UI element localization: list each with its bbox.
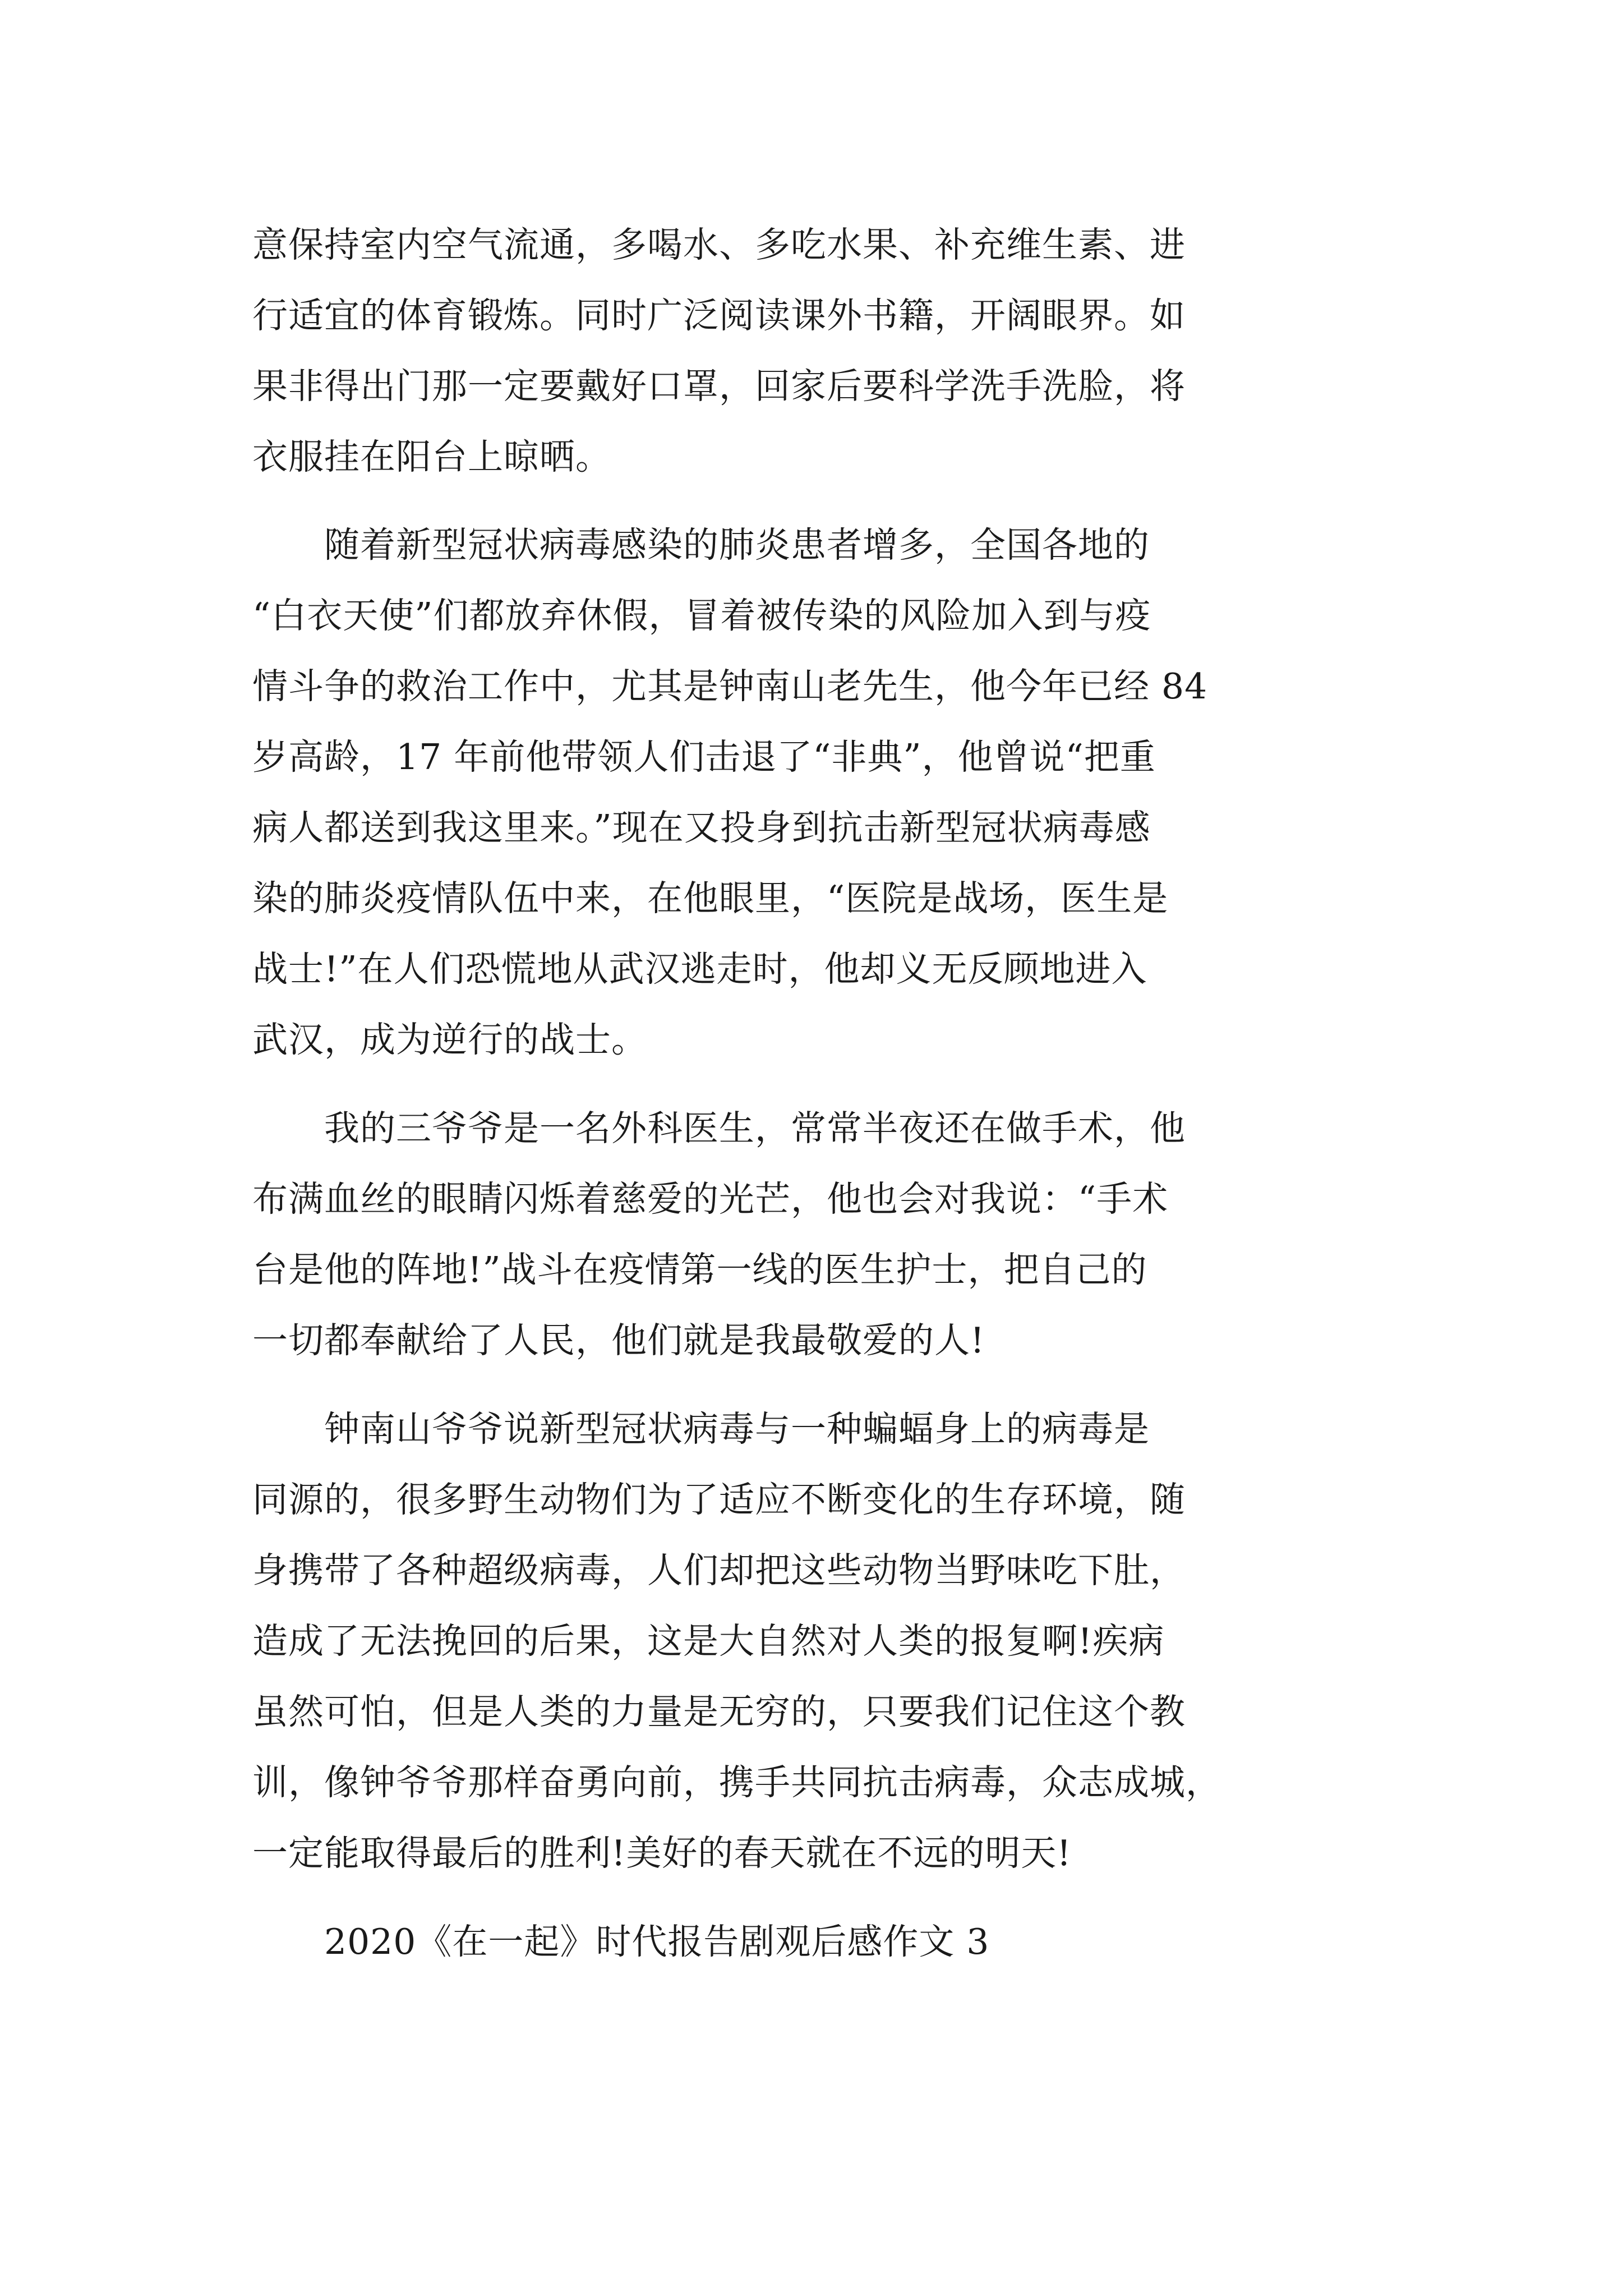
paragraph-start-line: 钟南山爷爷说新型冠状病毒与一种蝙蝠身上的病毒是 bbox=[252, 1409, 1150, 1450]
text-line: 染的肺炎疫情队伍中来，在他眼里，“医院是战场，医生是 bbox=[252, 878, 1169, 919]
text-line: 布满血丝的眼睛闪烁着慈爱的光芒，他也会对我说：“手术 bbox=[252, 1179, 1169, 1220]
text-line: 果非得出门那一定要戴好口罩，回家后要科学洗手洗脸，将 bbox=[252, 366, 1186, 407]
text-line: 意保持室内空气流通，多喝水、多吃水果、补充维生素、进 bbox=[252, 224, 1186, 265]
text-line: 情斗争的救治工作中，尤其是钟南山老先生，他今年已经 84 bbox=[252, 666, 1208, 707]
section-heading: 2020《在一起》时代报告剧观后感作文 3 bbox=[252, 1921, 990, 1962]
text-line: 造成了无法挽回的后果，这是大自然对人类的报复啊!疾病 bbox=[252, 1621, 1165, 1662]
text-line: 一切都奉献给了人民，他们就是我最敬爱的人! bbox=[252, 1320, 985, 1361]
text-line: 一定能取得最后的胜利!美好的春天就在不远的明天! bbox=[252, 1833, 1072, 1874]
text-line: 虽然可怕，但是人类的力量是无穷的，只要我们记住这个教 bbox=[252, 1691, 1186, 1732]
text-line: 台是他的阵地!”战斗在疫情第一线的医生护士，把自己的 bbox=[252, 1249, 1147, 1290]
paragraph-start-line: 随着新型冠状病毒感染的肺炎患者增多，全国各地的 bbox=[252, 524, 1150, 565]
text-line: “白衣天使”们都放弃休假，冒着被传染的风险加入到与疫 bbox=[252, 595, 1151, 636]
text-line: 岁高龄，17 年前他带领人们击退了“非典”，他曾说“把重 bbox=[252, 737, 1156, 777]
text-line: 训，像钟爷爷那样奋勇向前，携手共同抗击病毒，众志成城， bbox=[252, 1762, 1221, 1803]
text-line: 病人都送到我这里来。”现在又投身到抗击新型冠状病毒感 bbox=[252, 807, 1151, 848]
text-line: 行适宜的体育锻炼。同时广泛阅读课外书籍，开阔眼界。如 bbox=[252, 295, 1186, 336]
text-line: 身携带了各种超级病毒，人们却把这些动物当野味吃下肚， bbox=[252, 1550, 1186, 1591]
text-line: 同源的，很多野生动物们为了适应不断变化的生存环境，随 bbox=[252, 1479, 1186, 1520]
text-line: 武汉，成为逆行的战士。 bbox=[252, 1019, 647, 1060]
text-line: 衣服挂在阳台上晾晒。 bbox=[252, 436, 611, 477]
paragraph-start-line: 我的三爷爷是一名外科医生，常常半夜还在做手术，他 bbox=[252, 1108, 1186, 1149]
text-line: 战士!”在人们恐慌地从武汉逃走时，他却义无反顾地进入 bbox=[252, 949, 1147, 990]
